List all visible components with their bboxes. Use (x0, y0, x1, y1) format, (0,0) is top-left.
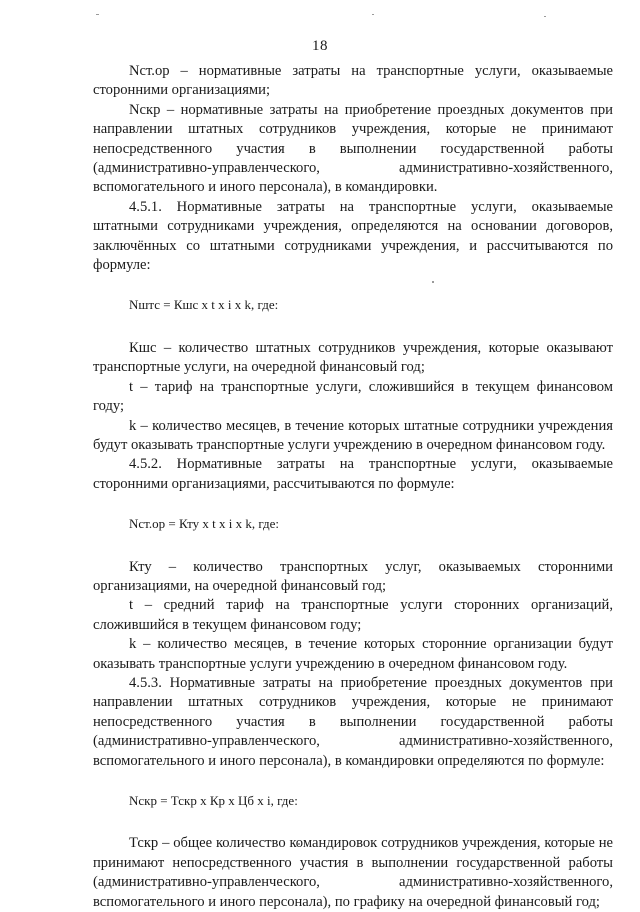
definition-nskr: Nскр – нормативные затраты на приобретение проездных документов при направлении штатных сотрудников учреждения, которые не принимают непосредственного участия в выполнении государственной работы (административно-управленческого, административно-хозяйственного, вспомогательного и иного персонала), в командировки. (93, 101, 613, 196)
definition-tskr: Тскр – общее количество командировок сотрудников учреждения, которые не принимают непосредственного участия в выполнении государственной работы (административно-управленческого, административно-хозяйственного, вспомогательного и иного персонала), по графику на очередной финансовый год; (93, 835, 613, 910)
document-body (93, 62, 613, 912)
section-4-5-2: 4.5.2. Нормативные затраты на транспортные услуги, оказываемые сторонними организациями, рассчитываются по формуле: (93, 456, 613, 492)
section-4-5-3: 4.5.3. Нормативные затраты на приобретение проездных документов при направлении штатных сотрудников учреждения, которые не принимают непосредственного участия в выполнении государственной работы (административно-управленческого, административно-хозяйственного, вспомогательного и иного персонала), в командировки определяются по формуле: (93, 674, 613, 769)
definition-nst-or: Nст.ор – нормативные затраты на транспортные услуги, оказываемые сторонними организациями; (93, 63, 613, 99)
definition-k-months: k – количество месяцев, в течение которых штатные сотрудники учреждения будут оказывать транспортные услуги учреждению в очередном финансовом году. (93, 417, 613, 453)
definition-t-average-tariff: t – средний тариф на транспортные услуги сторонних организаций, сложившийся в текущем финансовом году; (93, 597, 613, 633)
scan-speck (544, 16, 546, 17)
definition-k-months-external: k – количество месяцев, в течение которых сторонние организации будут оказывать транспортные услуги учреждению в очередном финансовом году. (93, 636, 613, 672)
scan-speck (96, 14, 99, 15)
formula-nskr: Nскр = Тскр x Кр x Цб x i, где: (129, 793, 298, 808)
page-number: 18 (312, 38, 328, 54)
section-4-5-1: 4.5.1. Нормативные затраты на транспортные услуги, оказываемые штатными сотрудниками учреждения, определяются на основании договоров, заключённых со штатными сотрудниками учреждения, и рассчитываются по формуле: (93, 198, 613, 274)
scan-speck (372, 14, 374, 15)
formula-nshts: Nштс = Кшс x t x i x k, где: (129, 297, 279, 313)
definition-ktu: Кту – количество транспортных услуг, оказываемых сторонними организациями, на очередной финансовый год; (93, 558, 613, 594)
definition-kshs: Кшс – количество штатных сотрудников учреждения, которые оказывают транспортные услуги, на очередной финансовый год; (93, 339, 613, 376)
definition-t-tariff: t – тариф на транспортные услуги, сложившийся в текущем финансовом году; (93, 378, 613, 415)
formula-nst-or: Nст.ор = Кту x t x i x k, где: (129, 516, 280, 532)
